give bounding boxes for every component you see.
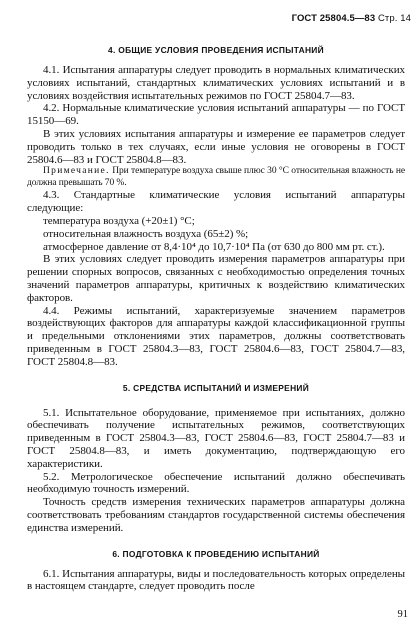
paragraph-4-3-temperature: температура воздуха (+20±1) °С;	[43, 214, 195, 227]
page-label: Стр. 14	[377, 13, 411, 24]
note-text: При температуре воздуха свыше плюс 30 °С относительная влажность не должна превышать 70 %.	[27, 166, 406, 188]
standard-code: ГОСТ 25804.5—83	[291, 13, 376, 24]
section-6-heading: 6. ПОДГОТОВКА К ПРОВЕДЕНИЮ ИСПЫТАНИЙ	[112, 548, 320, 559]
page-number: 91	[397, 609, 408, 620]
paragraph-4-3: 4.3. Стандартные климатические условия испытаний аппаратуры следующие:	[27, 189, 405, 215]
section-5-heading: 5. СРЕДСТВА ИСПЫТАНИЙ И ИЗМЕРЕНИЙ	[122, 382, 310, 393]
note-label: Примечание.	[43, 166, 110, 177]
note	[27, 166, 405, 189]
section-4-heading: 4. ОБЩИЕ УСЛОВИЯ ПРОВЕДЕНИЯ ИСПЫТАНИЙ	[108, 45, 324, 55]
paragraph-4-4: 4.4. Режимы испытаний, характеризуемые значением параметров воздействующих факторов для аппаратуры каждой классификационной группы и предельными отклонениями этих параметров, должны соответствовать приведенным в ГОСТ 25804.3—83, ГОСТ 25804.6—83, ГОСТ 25804.7—83, ГОСТ 25804.8—83.	[27, 304, 405, 368]
paragraph-5-1: 5.1. Испытательное оборудование, применяемое при испытаниях, должно обеспечивать получение испытательных режимов, соответствующих приведенным в ГОСТ 25804.3—83, ГОСТ 25804.6—83, ГОСТ 25804.7—83 и ГОСТ 25804.8—83, и иметь документацию, подтверждающую его характеристики.	[27, 406, 405, 470]
paragraph-4-3-pressure: атмосферное давление от 8,4·10⁴ до 10,7·10⁴ Па (от 630 до 800 мм рт. ст.).	[43, 240, 385, 253]
paragraph-4-2: 4.2. Нормальные климатические условия испытаний аппаратуры — по ГОСТ 15150—69.	[27, 102, 405, 128]
paragraph-4-1: 4.1. Испытания аппаратуры следует проводить в нормальных климатических условиях испытаний, стандартных климатических условиях испытаний и в условиях воздействия испытательных режимов по ГОСТ 25804.7—83.	[27, 64, 405, 102]
page-header	[292, 13, 411, 24]
paragraph-4-3-usage: В этих условиях следует проводить измерения параметров аппаратуры при решении спорных вопросов, связанных с необходимостью определения точных значений параметров аппаратуры, критичных к воздействию климатических факторов.	[27, 253, 405, 304]
paragraph-6-1: 6.1. Испытания аппаратуры, виды и последовательность которых определены в настоящем стандарте, следует проводить после	[27, 567, 405, 593]
paragraph-4-2-conditions: В этих условиях испытания аппаратуры и измерение ее параметров следует проводить только в тех случаях, если иные условия не оговорены в ГОСТ 25804.6—83 и ГОСТ 25804.8—83.	[27, 127, 405, 166]
paragraph-4-3-humidity: относительная влажность воздуха (65±2) %;	[43, 227, 249, 240]
document-body	[27, 44, 405, 593]
paragraph-5-2: 5.2. Метрологическое обеспечение испытаний должно обеспечивать необходимую точность измерений.	[27, 470, 405, 496]
paragraph-5-2-accuracy: Точность средств измерения технических параметров аппаратуры должна соответствовать требованиям стандартов государственной системы обеспечения единства измерений.	[27, 496, 405, 534]
